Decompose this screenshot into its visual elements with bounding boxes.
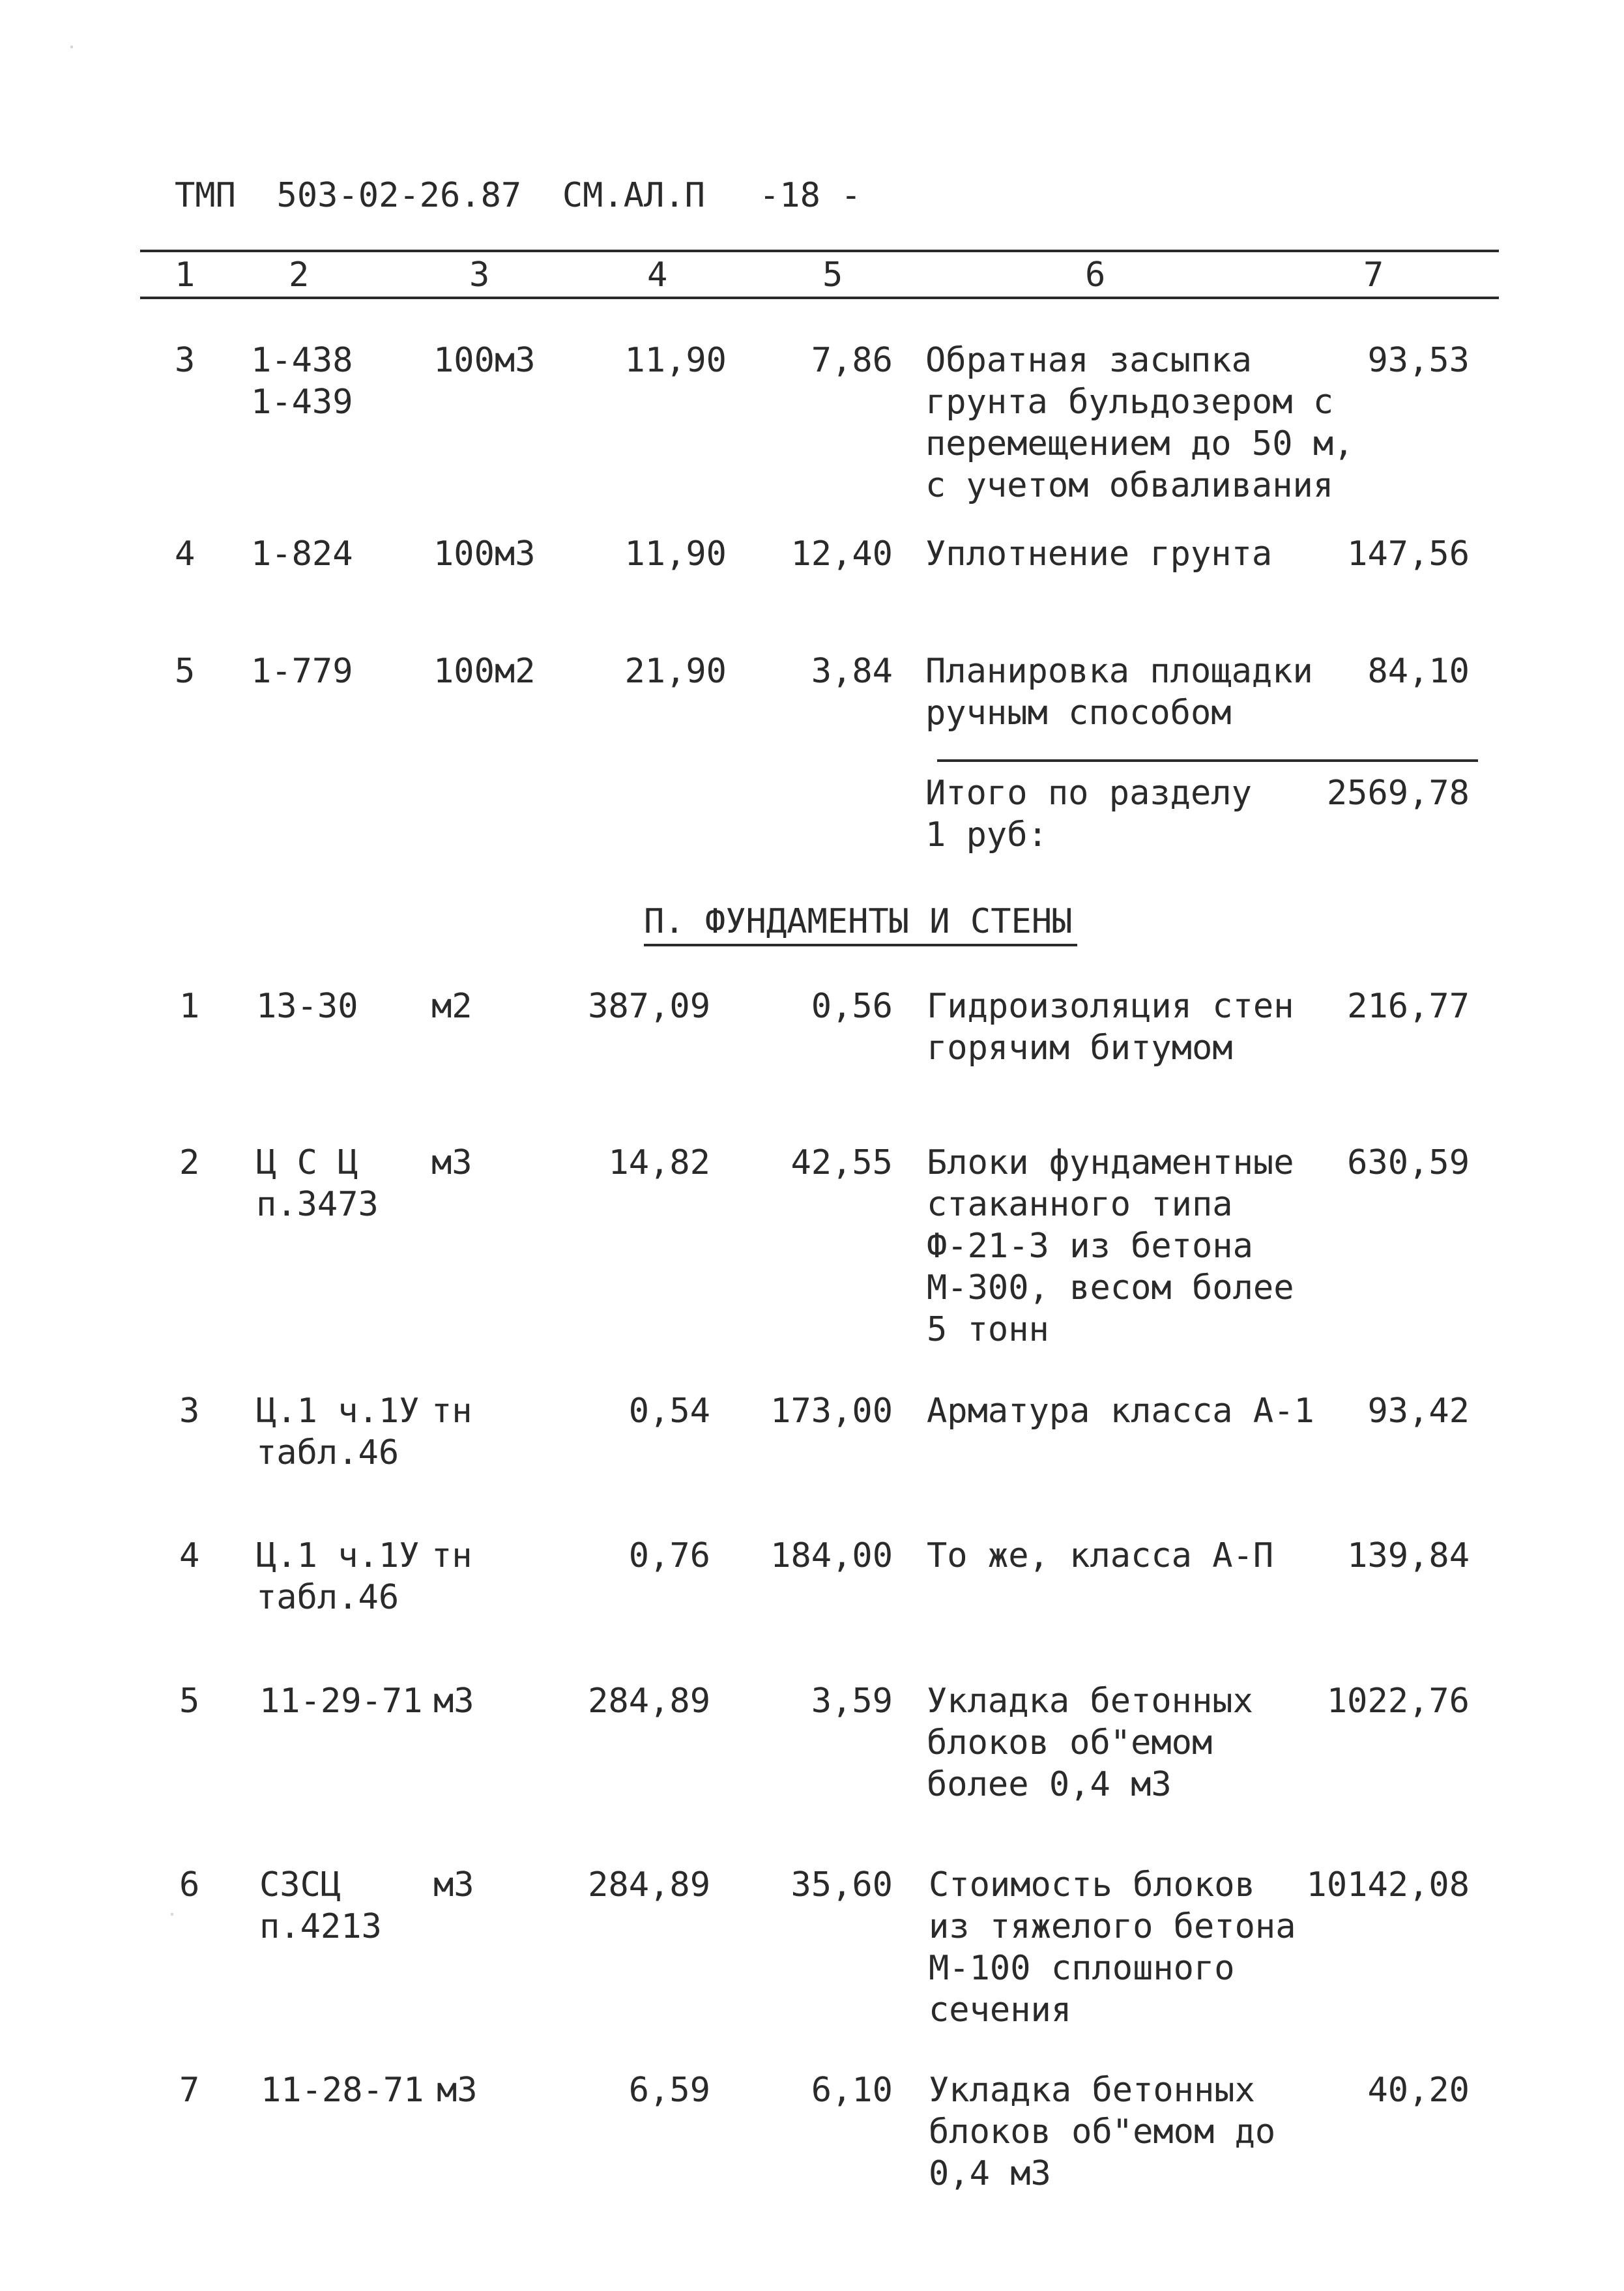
norm-code: 11-28-71 bbox=[261, 2071, 424, 2110]
total-cost: 630,59 bbox=[1347, 1143, 1470, 1182]
unit: м3 bbox=[433, 1682, 474, 1721]
unit: 100м2 bbox=[433, 652, 536, 691]
unit-price: 3,84 bbox=[811, 652, 893, 691]
section-title: П. ФУНДАМЕНТЫ И СТЕНЫ bbox=[644, 902, 1073, 941]
quantity: 14,82 bbox=[608, 1143, 710, 1182]
unit-price: 42,55 bbox=[790, 1143, 893, 1182]
total-cost: 84,10 bbox=[1367, 652, 1470, 691]
unit: м3 bbox=[431, 1143, 472, 1182]
row-number: 4 bbox=[179, 1536, 200, 1575]
row-number: 7 bbox=[179, 2071, 200, 2110]
column-header-6: 6 bbox=[1085, 255, 1106, 295]
column-header-2: 2 bbox=[289, 255, 310, 295]
quantity: 21,90 bbox=[624, 652, 727, 691]
unit-price: 184,00 bbox=[770, 1536, 893, 1575]
column-header-1: 1 bbox=[175, 255, 196, 295]
quantity: 11,90 bbox=[624, 534, 727, 574]
quantity: 0,54 bbox=[628, 1392, 710, 1431]
unit: 100м3 bbox=[433, 534, 536, 574]
unit-price: 173,00 bbox=[770, 1392, 893, 1431]
unit: тн bbox=[431, 1392, 472, 1431]
table-header-bottom-rule bbox=[140, 297, 1499, 299]
norm-code: 13-30 bbox=[256, 987, 358, 1026]
row-number: 5 bbox=[175, 652, 196, 691]
unit: 100м3 bbox=[433, 341, 536, 380]
subtotal-value: 2569,78 bbox=[1326, 774, 1470, 813]
unit: м3 bbox=[437, 2071, 478, 2110]
work-description: Укладка бетонных блоков об"емом более 0,4 м3 bbox=[927, 1682, 1253, 1804]
unit-price: 0,56 bbox=[811, 987, 893, 1026]
norm-code: Ц С Ц п.3473 bbox=[256, 1143, 379, 1224]
unit: м2 bbox=[431, 987, 472, 1026]
quantity: 0,76 bbox=[628, 1536, 710, 1575]
work-description: Укладка бетонных блоков об"емом до 0,4 м3 bbox=[929, 2071, 1276, 2193]
total-cost: 10142,08 bbox=[1306, 1865, 1470, 1904]
scan-mark bbox=[171, 1913, 173, 1916]
column-header-5: 5 bbox=[822, 255, 843, 295]
work-description: Гидроизоляция стен горячим битумом bbox=[927, 987, 1294, 1068]
work-description: Блоки фундаментные стаканного типа Ф-21-3 из бетона М-300, весом более 5 тонн bbox=[927, 1143, 1294, 1349]
norm-code: 11-29-71 bbox=[259, 1682, 423, 1721]
work-description: Стоимость блоков из тяжелого бетона М-100 сплошного сечения bbox=[929, 1865, 1296, 2030]
norm-code: СЗСЦ п.4213 bbox=[259, 1865, 382, 1946]
work-description: Планировка площадки ручным способом bbox=[925, 652, 1313, 733]
unit-price: 35,60 bbox=[790, 1865, 893, 1904]
norm-code: Ц.1 ч.1У табл.46 bbox=[256, 1536, 420, 1617]
unit: тн bbox=[431, 1536, 472, 1575]
row-number: 2 bbox=[179, 1143, 200, 1182]
column-header-3: 3 bbox=[469, 255, 490, 295]
total-cost: 147,56 bbox=[1347, 534, 1470, 574]
column-header-4: 4 bbox=[647, 255, 668, 295]
page-number: -18 - bbox=[759, 176, 862, 215]
section-title-underline bbox=[644, 944, 1077, 946]
quantity: 284,89 bbox=[588, 1682, 710, 1721]
norm-code: Ц.1 ч.1У табл.46 bbox=[256, 1392, 420, 1472]
total-cost: 216,77 bbox=[1347, 987, 1470, 1026]
row-number: 3 bbox=[175, 341, 196, 380]
subtotal-rule bbox=[937, 759, 1478, 762]
scan-mark bbox=[70, 46, 73, 48]
row-number: 1 bbox=[179, 987, 200, 1026]
unit: м3 bbox=[433, 1865, 474, 1904]
table-top-rule bbox=[140, 250, 1499, 252]
unit-price: 3,59 bbox=[811, 1682, 893, 1721]
document-code: ТМП 503-02-26.87 СМ.АЛ.П bbox=[175, 176, 705, 215]
total-cost: 40,20 bbox=[1367, 2071, 1470, 2110]
row-number: 3 bbox=[179, 1392, 200, 1431]
norm-code: 1-779 bbox=[251, 652, 353, 691]
total-cost: 1022,76 bbox=[1326, 1682, 1470, 1721]
total-cost: 139,84 bbox=[1347, 1536, 1470, 1575]
work-description: Уплотнение грунта bbox=[925, 534, 1273, 574]
row-number: 5 bbox=[179, 1682, 200, 1721]
unit-price: 7,86 bbox=[811, 341, 893, 380]
norm-code: 1-824 bbox=[251, 534, 353, 574]
norm-code: 1-438 1-439 bbox=[251, 341, 353, 422]
quantity: 11,90 bbox=[624, 341, 727, 380]
quantity: 284,89 bbox=[588, 1865, 710, 1904]
unit-price: 6,10 bbox=[811, 2071, 893, 2110]
work-description: Обратная засыпка грунта бульдозером с перемещением до 50 м, с учетом обваливания bbox=[925, 341, 1354, 505]
row-number: 4 bbox=[175, 534, 196, 574]
subtotal-label: Итого по разделу 1 руб: bbox=[925, 774, 1252, 854]
row-number: 6 bbox=[179, 1865, 200, 1904]
column-header-7: 7 bbox=[1363, 255, 1384, 295]
work-description: Арматура класса А-1 bbox=[927, 1392, 1314, 1431]
work-description: То же, класса А-П bbox=[927, 1536, 1274, 1575]
total-cost: 93,53 bbox=[1367, 341, 1470, 380]
quantity: 387,09 bbox=[588, 987, 710, 1026]
total-cost: 93,42 bbox=[1367, 1392, 1470, 1431]
quantity: 6,59 bbox=[628, 2071, 710, 2110]
unit-price: 12,40 bbox=[790, 534, 893, 574]
